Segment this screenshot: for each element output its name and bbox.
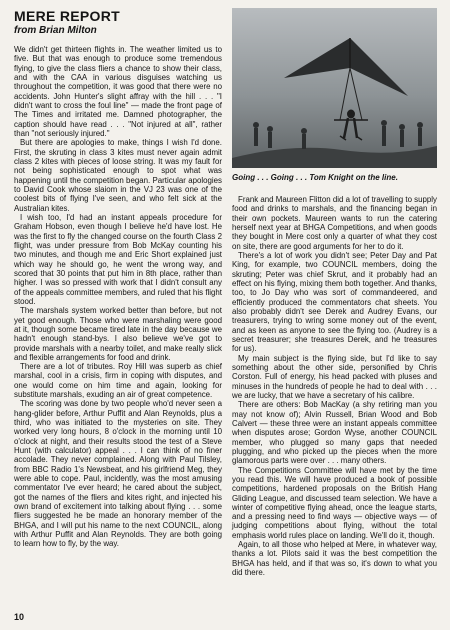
- paragraph: The marshals system worked better than before, but not yet good enough. Those who were marshaling were good at it, though some became tired late in the day because we hadn't enough stand-bys. I also believe we've got to provide marshals with a nearby toilet, and make really slick and flexible arrangements for food and drink.: [14, 306, 222, 362]
- left-column: [14, 8, 222, 549]
- paragraph: The Competitions Committee will have met by the time you read this. We will have produced a book of possible competitions, hardened proposals on the British Hang Gliding League, and discussed team selection. We have a winter of competitive flying ahead, once the league starts, and a pressing need to find ways — objective ways — of judging competitions about flying, without the total emphasis world rules place on landing. We'll do it, though.: [232, 465, 437, 540]
- paragraph: There's a lot of work you didn't see; Peter Day and Pat King, for example, two COUNCIL members, doing the skruting; Peter was chief Skrut, and it probably had an effect on his flying, mixing them both together. And thanks, too, to Jo Day who was sort of commandeered, and efficiently produced the commentators chat sheets. You also probably didn't see Derek and Audrey Evans, our treasurers, trying to wring some money out of the event, and as keen as anyone to see the flying too. (Audrey is a secret treasurer; she treasures Derek, and he treasures for us).: [232, 250, 437, 354]
- article-byline: from Brian Milton: [14, 25, 97, 36]
- article-title: MERE REPORT: [14, 8, 120, 24]
- page-number: 10: [14, 612, 25, 622]
- paragraph: There are a lot of tributes. Roy Hill was superb as chief marshal, cool in a crisis, firm in coping with disputes, and one would come on him time and again, looking for substitute marshals, exuding an air of great competence.: [14, 362, 222, 400]
- right-column: [232, 8, 437, 577]
- paragraph: I wish too, I'd had an instant appeals procedure for Graham Hobson, even though I believe he'd have lost. He was the first to fly the changed course on the fourth Class 2 flight, was under pressure from Bob McKay counting his two minutes, and though me and Eric Short explained just which way he should go, he went the wrong way, and scored that 30 points that put him in 8th place, rather than higher. I was so pressed with work that I didn't consult any of the appeals committee members, and ruled that his flight stood.: [14, 212, 222, 306]
- hang-glider-photo-illustration: [232, 8, 437, 168]
- paragraph: My main subject is the flying side, but I'd like to say something about the other side, personified by Chris Corston. Full of energy, his head packed with pluses and minuses in the hundreds of people he had to deal with . . . we are lucky, that we have a secretary of his calibre.: [232, 353, 437, 400]
- paragraph: Again, to all those who helped at Mere, in whatever way, thanks a lot. Pilots said it was the best competition the BHGA has held, and if that was so, it's down to what you did there.: [232, 540, 437, 578]
- paragraph: Frank and Maureen Flitton did a lot of travelling to supply food and drinks to marshals, and the financing began in their own pockets. Maureen wants to run the catering herself next year at BHGA Competitions, and when goods they bought in Mere cost only a quarter of what they cost on site, there are good arguments for her to do it.: [232, 195, 437, 251]
- photo-caption: Going . . . Going . . . Tom Knight on the line.: [232, 173, 398, 182]
- paragraph: The scoring was done by two people who'd never seen a hang-glider before, Arthur Puffit and Alan Reynolds, plus a third, who was initiated to the mysteries on site. They worked very long hours, 8 o'clock in the morning until 10 o'clock at night, and their results stood the test of a Steve Hunt (with calculator) appeal . . . I can think of no finer accolade. They never complained. Along with Paul Tilsley, from BBC Radio 1's Newsbeat, and his girlfriend Meg, they were able to cope. Paul, incidently, was the most amusing commentator I've ever heard; he cared about the subject, got the names of the fliers and kites right, and injected his own brand of excitement into talking about flying . . . some fliers suggested he be made an honorary member of the BHGA, and I will put his name to the next COUNCIL, along with Arthur Puffit and Alan Reynolds. They are both going to learn how to fly, by the way.: [14, 399, 222, 549]
- paragraph: But there are apologies to make, things I wish I'd done. First, the skruting in class 3 kites must never again admit class 2 kites with pieces of loose string. It was my fault for not being sophisticated enough to spot what was happening until the competition began. Particular apologies to David Cook whose slaiom in the VJ 23 was one of the coolest bits of flying I've seen, and who felt sick at the Australian kites.: [14, 138, 222, 213]
- paragraph: We didn't get thirteen flights in. The weather limited us to five. But that was enough to produce some tremendous flying, to give the class fliers a chance to show their class, and with the CAA in various disguises watching us throughout the competition, it was good that there were no accidents. John Hunter's slight affray with the hill . . . "I didn't want to cross the foul line" — made the front page of The Times and irritated me. Damned photographer, the caption should have read . . . "Not injured at all", rather than "not seriously injured.": [14, 45, 222, 138]
- paragraph: There are others: Bob MacKay (a shy retiring man you may not know of); Alvin Russell, Brian Wood and Bob Calvert — these three were an instant appeals committee when disputes arose; Gordon Wyse, another COUNCIL member, who plugged so many gaps that needed plugging, and who picked up the pieces when the more glamorous parts were over . . . many others.: [232, 400, 437, 466]
- hang-glider-photo: [232, 8, 437, 168]
